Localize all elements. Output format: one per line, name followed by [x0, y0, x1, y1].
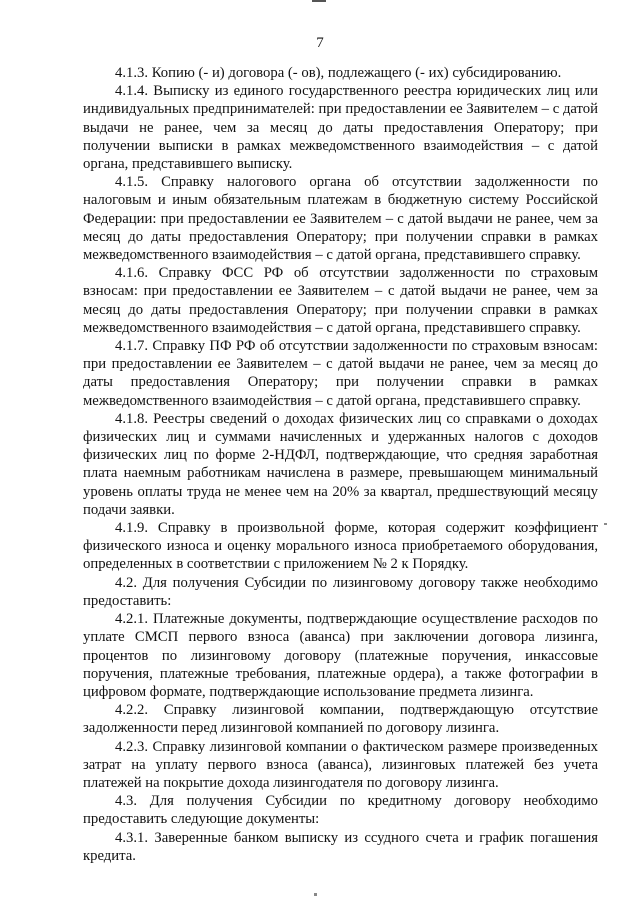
scan-mark: [312, 0, 326, 2]
document-body: [83, 64, 598, 865]
page-number: 7: [316, 35, 324, 51]
paragraph-4-2-2: 4.2.2. Справку лизинговой компании, подтверждающую отсутствие задолженности перед лизинговой компанией по договору лизинга.: [83, 702, 598, 737]
scan-speck: [604, 523, 607, 525]
paragraph-4-3: 4.3. Для получения Субсидии по кредитному договору необходимо предоставить следующие документы:: [83, 793, 598, 828]
paragraph-4-2-3: 4.2.3. Справку лизинговой компании о фактическом размере произведенных затрат на уплату первого взноса (аванса), лизинговых платежей без учета платежей на покрытие дохода лизингодателя по договору лизинга.: [83, 738, 598, 791]
scan-speck: [314, 893, 317, 896]
paragraph-4-1-9: 4.1.9. Справку в произвольной форме, которая содержит коэффициент физического износа и оценку морального износа приобретаемого оборудования, определенных в соответствии с приложением № 2 к Порядку.: [83, 520, 598, 573]
paragraph-4-1-8: 4.1.8. Реестры сведений о доходах физических лиц со справками о доходах физических лиц и суммами начисленных и удержанных налогов с доходов физических лиц по форме 2-НДФЛ, подтверждающие, что средняя заработная плата наемным работникам начислена в размере, превышающем минимальный уровень оплаты труда не менее чем на 20% за квартал, предшествующий месяцу подачи заявки.: [83, 410, 598, 518]
paragraph-4-1-6: 4.1.6. Справку ФСС РФ об отсутствии задолженности по страховым взносам: при предоставлении ее Заявителем – с датой выдачи не ранее, чем за месяц до даты предоставления Оператору; при получении справки в рамках межведомственного взаимодействия – с датой органа, представившего справку.: [83, 265, 598, 336]
paragraph-4-1-5: 4.1.5. Справку налогового органа об отсутствии задолженности по налоговым и иным обязательным платежам в бюджетную систему Российской Федерации: при предоставлении ее Заявителем – с датой выдачи не ранее, чем за месяц до даты предоставления Оператору; при получении справки в рамках межведомственного взаимодействия – с датой органа, представившего справку.: [83, 174, 598, 264]
paragraph-4-3-1: 4.3.1. Заверенные банком выписку из ссудного счета и график погашения кредита.: [83, 829, 598, 864]
paragraph-4-1-7: 4.1.7. Справку ПФ РФ об отсутствии задолженности по страховым взносам: при предоставлении ее Заявителем – с датой выдачи не ранее, чем за месяц до даты предоставления Оператору; при получении справки в рамках межведомственного взаимодействия – с датой органа, представившего справку.: [83, 338, 598, 409]
paragraph-4-1-3: 4.1.3. Копию (- и) договора (- ов), подлежащего (- их) субсидированию.: [115, 65, 562, 81]
paragraph-4-2-1: 4.2.1. Платежные документы, подтверждающие осуществление расходов по уплате СМСП первого взноса (аванса) при заключении договора лизинга, процентов по лизинговому договору (платежные поручения, инкассовые поручения, платежные требования, платежные ордера), а также фотографии в цифровом формате, подтверждающие использование предмета лизинга.: [83, 611, 598, 700]
paragraph-4-1-4: 4.1.4. Выписку из единого государственного реестра юридических лиц или индивидуальных предпринимателей: при предоставлении ее Заявителем – с датой выдачи не ранее, чем за месяц до даты предоставления Оператору; при получении выписки в рамках межведомственного взаимодействия – с датой органа, представившего выписку.: [83, 83, 598, 173]
paragraph-4-2: 4.2. Для получения Субсидии по лизинговому договору также необходимо предоставить:: [83, 574, 598, 609]
